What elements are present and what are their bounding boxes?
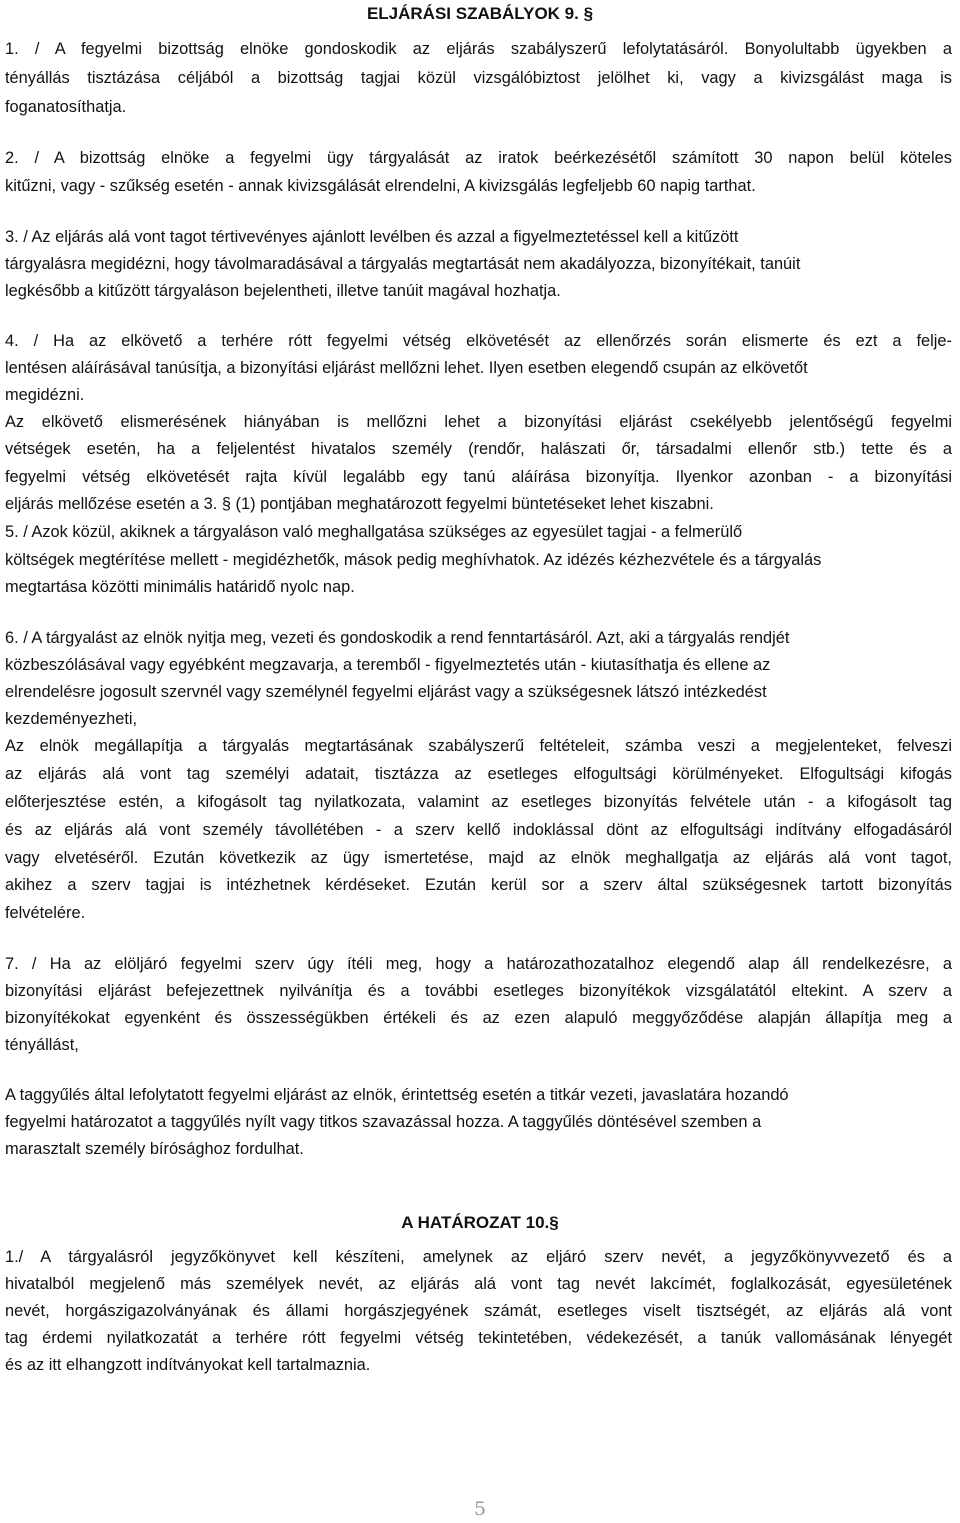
text-line: bizonyítékokat egyenként és összességükben értékeli és az ezen alapuló meggyőződése alapján állapítja meg a	[5, 1009, 952, 1027]
text-line: 3. / Az eljárás alá vont tagot tértivevényes ajánlott levélben és azzal a figyelmeztetéssel kell a kitűzött	[5, 228, 739, 246]
text-line: 2. / A bizottság elnöke a fegyelmi ügy tárgyalását az iratok beérkezésétől számított 30 napon belül köteles	[5, 149, 952, 167]
text-line: akihez a szerv tagjai is intézhetnek kérdéseket. Ezután kerül sor a szerv által szükségesnek tartott bizonyítás	[5, 876, 952, 894]
section-title-10: A HATÁROZAT 10.§	[401, 1213, 559, 1232]
text-line: A taggyűlés által lefolytatott fegyelmi eljárást az elnök, érintettség esetén a titkár vezeti, javaslatára hozandó	[5, 1086, 789, 1104]
text-line: nevét, horgászigazolványának és állami horgászjegyének számát, esetleges viselt tisztségét, az eljárás alá vont	[5, 1302, 952, 1320]
text-line: eljárás mellőzése esetén a 3. § (1) pontjában meghatározott fegyelmi büntetéseket lehet kiszabni.	[5, 495, 714, 513]
text-line: foganatosíthatja.	[5, 98, 127, 116]
text-line: fegyelmi határozatot a taggyűlés nyílt vagy titkos szavazással hozza. A taggyűlés döntésével szemben a	[5, 1113, 762, 1131]
text-line: 6. / A tárgyalást az elnök nyitja meg, vezeti és gondoskodik a rend fenntartásáról. Azt, aki a tárgyalás rendjét	[5, 629, 790, 647]
text-line: tényállás tisztázása céljából a bizottság tagjai közül vizsgálóbiztost jelölhet ki, vagy a kivizsgálást maga is	[5, 69, 952, 87]
text-line: költségek megtérítése mellett - megidézhetők, mások pedig meghívhatok. Az idézés kézhezvétele és a tárgyalás	[5, 551, 822, 569]
text-line: elrendelésre jogosult szervnél vagy személynél fegyelmi eljárást vagy a szükségesnek látszó intézkedést	[5, 683, 767, 701]
text-line: fegyelmi vétség elkövetését rajta kívül legalább egy tanú aláírása bizonyítja. Ilyenkor azonban - a bizonyítási	[5, 468, 952, 486]
text-line: kitűzni, vagy - szűkség esetén - annak kivizsgálását elrendelni, A kivizsgálás legfeljebb 60 napig tarthat.	[5, 177, 756, 195]
text-line: 5. / Azok közül, akiknek a tárgyaláson való meghallgatása szükséges az egyesület tagjai - a felmerülő	[5, 523, 743, 541]
text-line: tárgyalásra megidézni, hogy távolmaradásával a tárgyalás megtartását nem akadályozza, bizonyítékait, tanúit	[5, 255, 801, 273]
text-line: megtartása közötti minimális határidő nyolc nap.	[5, 578, 355, 596]
text-line: közbeszólásával vagy egyébként megzavarja, a teremből - figyelmeztetés után - kiutasíthatja és ellene az	[5, 656, 771, 674]
text-line: megidézni.	[5, 386, 85, 404]
text-line: 4. / Ha az elkövető a terhére rótt fegyelmi vétség elkövetését az ellenőrzés során elismerte és ezt a felje-	[5, 332, 952, 350]
text-line: kezdeményezheti,	[5, 710, 138, 728]
text-line: lentésen aláírásával tanúsítja, a bizonyítási eljárást mellőzni lehet. Ilyen esetben elegendő csupán az elkövetőt	[5, 359, 808, 377]
text-line: tag érdemi nyilatkozatát a terhére rótt fegyelmi vétség tekintetében, védekezését, a tanúk vallomásának lényegét	[5, 1329, 952, 1347]
text-line: 1. / A fegyelmi bizottság elnöke gondoskodik az eljárás szabályszerű lefolytatásáról. Bonyolultabb ügyekben a	[5, 40, 952, 58]
text-line: 7. / Ha az elöljáró fegyelmi szerv úgy ítéli meg, hogy a határozathozatalhoz elegendő alap áll rendelkezésre, a	[5, 955, 952, 973]
text-line: Az elkövető elismerésének hiányában is mellőzni lehet a bizonyítási eljárást csekélyebb jelentőségű fegyelmi	[5, 413, 952, 431]
text-line: felvételére.	[5, 904, 86, 922]
section-title-9: ELJÁRÁSI SZABÁLYOK 9. §	[366, 4, 594, 23]
text-line: bizonyítási eljárást befejezettnek nyilvánítja és a további esetleges bizonyítékok vizsgálatától eltekint. A szerv a	[5, 982, 952, 1000]
text-line: és az itt elhangzott indítványokat kell tartalmaznia.	[5, 1356, 371, 1374]
text-line: Az elnök megállapítja a tárgyalás megtartásának szabályszerű feltételeit, számba veszi a megjelenteket, felveszi	[5, 737, 952, 755]
text-line: tényállást,	[5, 1036, 79, 1054]
text-line: hivatalból megjelenő más személyek nevét, az eljárás alá vont tag nevét lakcímét, foglalkozását, egyesületének	[5, 1275, 952, 1293]
text-line: marasztalt személy bírósághoz fordulhat.	[5, 1140, 304, 1158]
text-line: és az eljárás alá vont személy távollétében - a szerv kellő indoklással dönt az elfogultsági indítvány elfogadásáról	[5, 821, 952, 839]
text-line: előterjesztése estén, a kifogásolt tag nyilatkozata, valamint az esetleges bizonyítás felvétele után - a kifogásolt tag	[5, 793, 952, 811]
page-number: 5	[473, 1498, 487, 1520]
text-line: legkésőbb a kitűzött tárgyaláson bejelentheti, illetve tanúit magával hozhatja.	[5, 282, 561, 300]
text-line: vétségek esetén, ha a feljelentést hivatalos személy (rendőr, halászati őr, társadalmi ellenőr stb.) tette és a	[5, 440, 952, 458]
text-line: vagy elvetéséről. Ezután következik az ügy ismertetése, majd az elnök meghallgatja az eljárás alá vont tagot,	[5, 849, 952, 867]
text-line: 1./ A tárgyalásról jegyzőkönyvet kell készíteni, amelynek az eljáró szerv nevét, a jegyzőkönyvvezető és a	[5, 1248, 952, 1266]
text-line: az eljárás alá vont tag személyi adatait, tisztázza az esetleges elfogultsági körülményeket. Elfogultsági kifogás	[5, 765, 952, 783]
